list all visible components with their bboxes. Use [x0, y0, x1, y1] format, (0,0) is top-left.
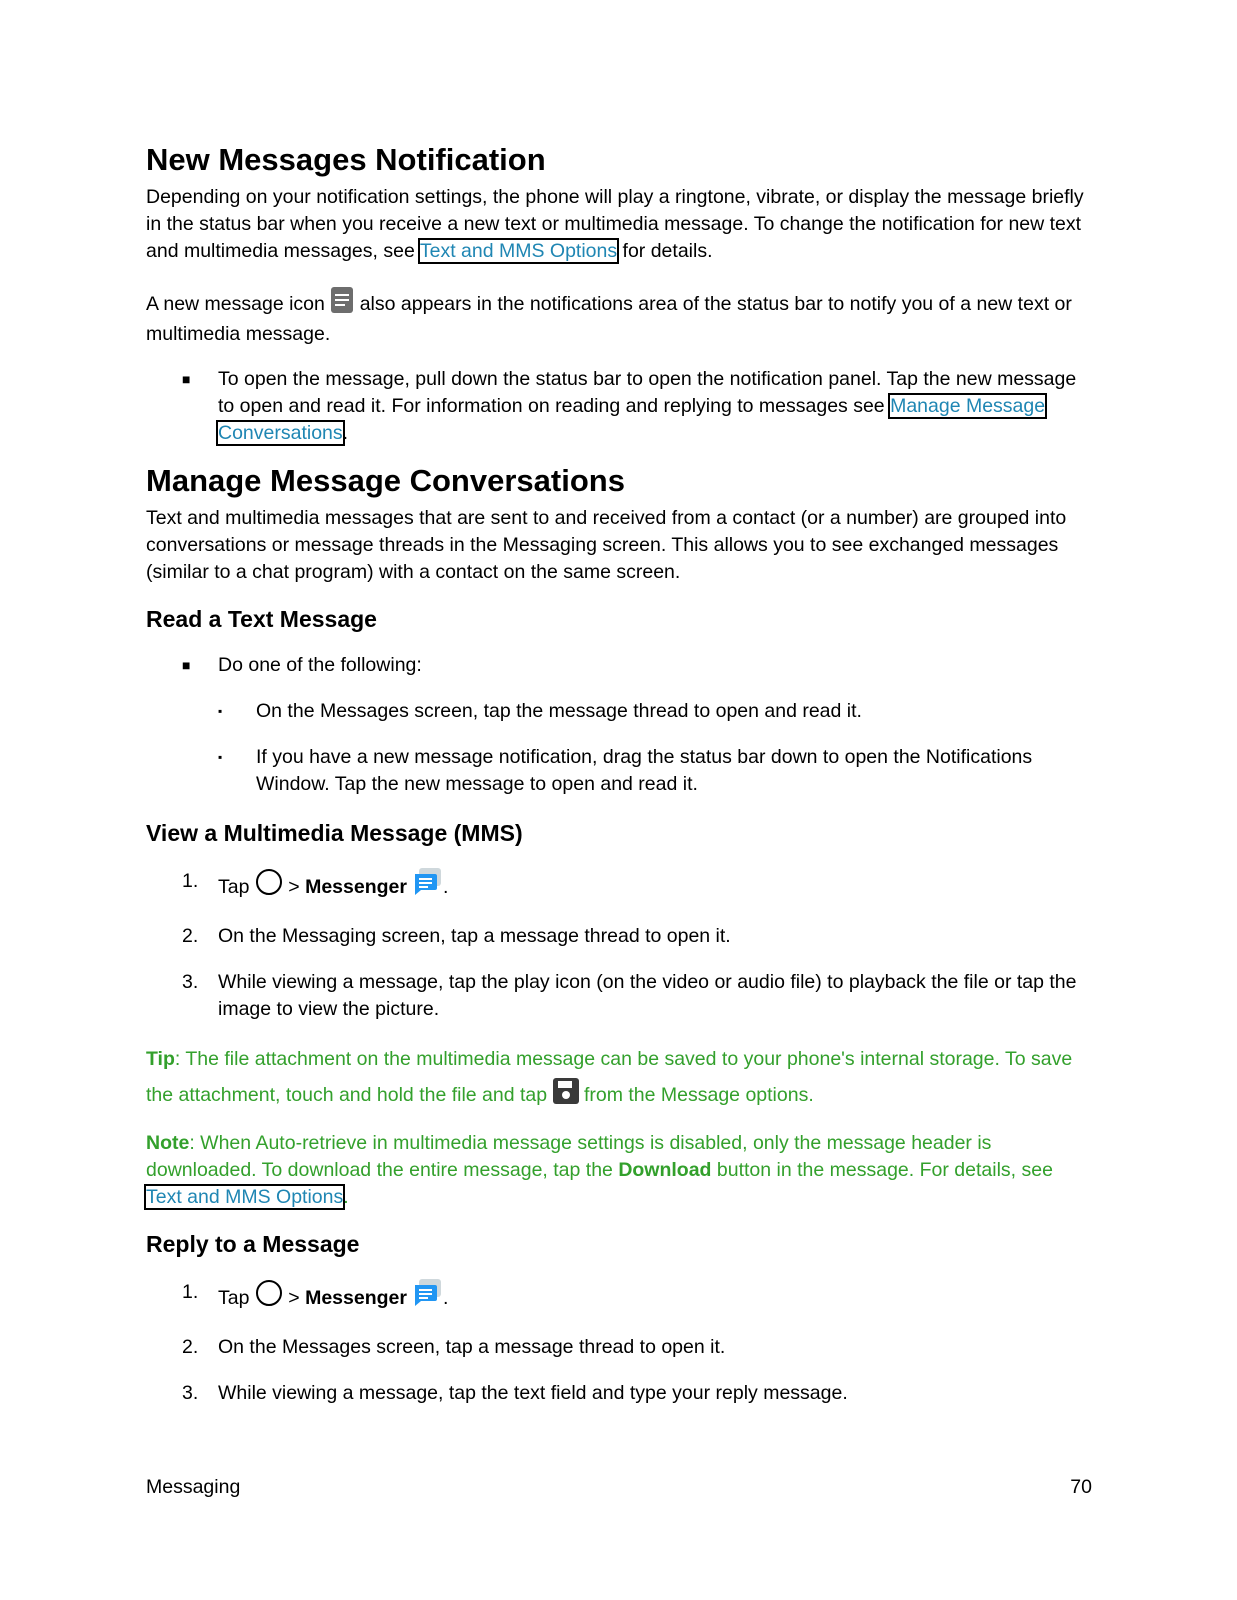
- list-item: 3. While viewing a message, tap the text field and type your reply message.: [146, 1380, 1086, 1407]
- sub-bullet-marker: ▪: [218, 704, 223, 718]
- save-icon: [553, 1078, 579, 1116]
- messenger-icon: [413, 868, 443, 904]
- new-message-icon-paragraph: A new message icon also appears in the notifications area of the status bar to notify you of a new text or multimedia message.: [146, 287, 1086, 348]
- sub-bullet-marker: ▪: [218, 750, 223, 764]
- heading-view-mms: View a Multimedia Message (MMS): [146, 820, 523, 846]
- heading-reply: Reply to a Message: [146, 1231, 360, 1257]
- heading-manage-conversations: Manage Message Conversations: [146, 463, 625, 498]
- content: [146, 140, 1086, 1407]
- tip-paragraph: Tip: The file attachment on the multimedia message can be saved to your phone's internal storage. To save the attachment, touch and hold the file and tap from the Message options.: [146, 1041, 1086, 1116]
- list-item: 1. Tap > Messenger .: [146, 868, 1086, 904]
- link-text-mms-options-note[interactable]: Text and MMS Options: [146, 1186, 344, 1208]
- step-number: 3.: [182, 1382, 199, 1404]
- step-number: 1.: [182, 1281, 199, 1303]
- step-number: 2.: [182, 925, 199, 947]
- link-manage-conversations[interactable]: Manage Message Conversations: [218, 395, 1046, 444]
- manage-paragraph: Text and multimedia messages that are sent to and received from a contact (or a number) are grouped into conversations or message threads in the Messaging screen. This allows you to see exchanged messages (similar to a chat program) with a contact on the same screen.: [146, 507, 1067, 583]
- step-number: 1.: [182, 870, 199, 892]
- footer-page-number: 70: [1070, 1476, 1092, 1498]
- home-circle-icon: [255, 868, 283, 904]
- new-messages-paragraph: Depending on your notification settings, the phone will play a ringtone, vibrate, or display the message briefly in the status bar when you receive a new text or multimedia message. To change the notification for new text and multimedia messages, see Text and MMS Options for details.: [146, 186, 1084, 262]
- list-item: ▪ On the Messages screen, tap the message thread to open and read it.: [146, 698, 1086, 725]
- link-text-mms-options[interactable]: Text and MMS Options: [419, 240, 618, 262]
- list-item: ▪ If you have a new message notification, drag the status bar down to open the Notifications Window. Tap the new message to open and read it.: [218, 746, 1033, 795]
- heading-new-messages: New Messages Notification: [146, 142, 546, 177]
- home-circle-icon: [255, 1279, 283, 1315]
- note-paragraph: Note: When Auto-retrieve in multimedia message settings is disabled, only the message header is downloaded. To download the entire message, tap the Download button in the message. For details, see Text and MMS Options.: [146, 1132, 1053, 1208]
- messenger-icon: [413, 1279, 443, 1315]
- new-message-notification-icon: [330, 287, 354, 321]
- list-item: 1. Tap > Messenger .: [146, 1279, 1086, 1315]
- heading-read-text: Read a Text Message: [146, 606, 377, 632]
- page-footer: [146, 1476, 1092, 1499]
- footer-section-name: Messaging: [146, 1476, 241, 1498]
- step-number: 2.: [182, 1336, 199, 1358]
- bullet-marker: ■: [182, 657, 191, 673]
- list-item: 3. While viewing a message, tap the play icon (on the video or audio file) to playback the file or tap the image to view the picture.: [182, 971, 1077, 1020]
- list-item: 2. On the Messaging screen, tap a message thread to open it.: [146, 923, 1086, 950]
- step-number: 3.: [182, 971, 199, 993]
- bullet-marker: ■: [182, 371, 191, 387]
- list-item: 2. On the Messages screen, tap a message thread to open it.: [146, 1334, 1086, 1361]
- list-item: ■ Do one of the following:: [146, 652, 1086, 679]
- list-item: ■ To open the message, pull down the status bar to open the notification panel. Tap the new message to open and read it. For information on reading and replying to messages see Manage Message Conversations.: [182, 368, 1077, 444]
